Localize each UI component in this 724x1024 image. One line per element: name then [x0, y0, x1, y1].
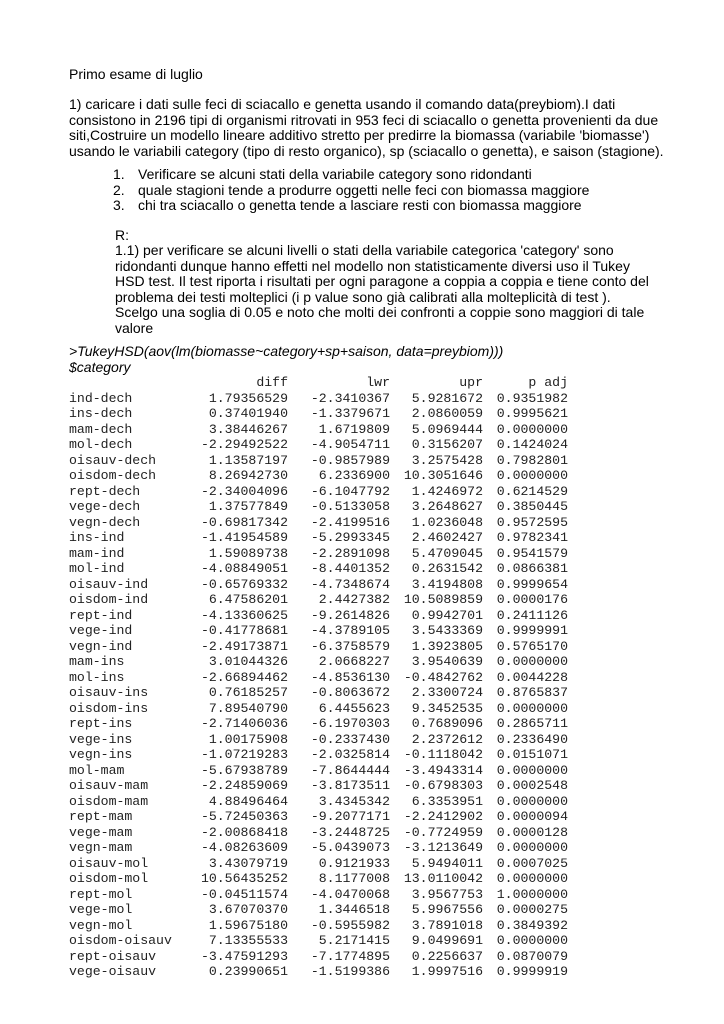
task-item	[113, 167, 673, 183]
table-cell: 0.1424024	[496, 437, 568, 452]
table-row	[69, 654, 568, 670]
table-cell: 3.7891018	[411, 917, 483, 933]
table-cell: 1.0000000	[496, 886, 568, 902]
table-cell: vege-ind	[69, 623, 133, 638]
table-cell: 1.0236048	[411, 514, 483, 530]
table-row	[69, 825, 568, 841]
table-cell: 0.9999991	[496, 623, 568, 638]
column-header: lwr	[366, 375, 390, 390]
table-row	[69, 871, 568, 887]
table-cell: -9.2614826	[310, 607, 390, 623]
table-cell: 0.9351982	[496, 390, 568, 406]
table-cell: mol-ins	[69, 669, 125, 685]
tukey-results-table	[69, 375, 568, 980]
table-cell: vege-mol	[69, 902, 133, 917]
table-cell: rept-mam	[69, 809, 133, 824]
table-cell: 0.0000000	[496, 793, 568, 809]
table-cell: 13.0110042	[403, 871, 483, 886]
table-cell: -4.0470068	[310, 886, 390, 902]
table-cell: 0.7689096	[411, 716, 483, 731]
task-text: chi tra sciacallo o genetta tende a lasciare resti con biomassa maggiore	[138, 197, 582, 213]
table-cell: oisauv-ind	[69, 576, 149, 592]
table-cell: 0.0000275	[496, 902, 568, 917]
table-cell: 3.9567753	[411, 886, 483, 902]
table-cell: 8.26942730	[208, 468, 288, 483]
table-cell: 0.9942701	[411, 607, 483, 623]
r-command-line: >TukeyHSD(aov(lm(biomasse~category+sp+saison, data=preybiom)))	[69, 343, 504, 359]
table-row	[69, 546, 568, 562]
table-cell: 0.0870079	[496, 948, 568, 964]
table-cell: -7.8644444	[310, 762, 390, 778]
table-cell: rept-mol	[69, 886, 133, 902]
table-cell: 6.4455623	[318, 700, 390, 716]
table-row	[69, 964, 568, 980]
table-cell: -2.00868418	[200, 824, 288, 840]
table-cell: 1.59675180	[208, 917, 288, 933]
table-row	[69, 732, 568, 748]
table-cell: 0.3156207	[411, 437, 483, 452]
table-cell: 0.0002548	[496, 778, 568, 793]
table-cell: -3.8173511	[310, 778, 390, 793]
table-cell: 0.0000000	[496, 421, 568, 437]
table-row	[69, 840, 568, 856]
table-cell: 5.9967556	[411, 902, 483, 917]
table-row	[69, 391, 568, 407]
task-item	[113, 198, 673, 214]
table-cell: 0.2256637	[411, 948, 483, 964]
table-cell: -2.24859069	[200, 778, 288, 793]
table-cell: -3.2448725	[310, 824, 390, 840]
task-number: 1.	[113, 166, 125, 182]
table-row	[69, 949, 568, 965]
column-header: upr	[459, 375, 483, 390]
table-cell: oisauv-mol	[69, 855, 149, 871]
table-row	[69, 763, 568, 779]
table-cell: -4.8536130	[310, 669, 390, 685]
table-cell: 0.9541579	[496, 545, 568, 561]
task-item	[113, 183, 673, 199]
table-row	[69, 856, 568, 872]
table-cell: 0.9999654	[496, 576, 568, 592]
table-cell: 1.37577849	[208, 499, 288, 514]
table-cell: 0.0000000	[496, 700, 568, 716]
table-cell: -2.34004096	[200, 483, 288, 499]
table-cell: rept-ins	[69, 716, 133, 731]
table-cell: 0.0866381	[496, 561, 568, 576]
table-cell: 0.0000000	[496, 840, 568, 855]
table-row	[69, 406, 568, 422]
table-cell: 0.0000094	[496, 809, 568, 824]
table-cell: 0.2411126	[496, 607, 568, 623]
table-cell: 0.9121933	[318, 855, 390, 871]
table-cell: -0.04511574	[200, 886, 288, 902]
task-number: 2.	[113, 181, 125, 198]
table-cell: 1.9997516	[411, 964, 483, 979]
table-cell: 5.0969444	[411, 421, 483, 437]
table-header	[69, 375, 568, 391]
table-cell: mam-ind	[69, 545, 125, 561]
table-cell: 3.43079719	[208, 855, 288, 871]
table-cell: rept-dech	[69, 483, 141, 499]
table-cell: 3.5433369	[411, 623, 483, 638]
table-cell: 8.1177008	[318, 871, 390, 886]
table-cell: 1.4246972	[411, 483, 483, 499]
table-cell: -0.1118042	[403, 747, 483, 762]
table-cell: 0.0000128	[496, 824, 568, 840]
table-cell: 10.3051646	[403, 468, 483, 483]
table-cell: 7.13355533	[208, 933, 288, 948]
table-cell: mam-ins	[69, 654, 125, 669]
document-title: Primo esame di luglio	[69, 66, 203, 82]
table-cell: 3.01044326	[208, 654, 288, 669]
table-cell: 3.4194808	[411, 576, 483, 592]
table-cell: rept-ind	[69, 607, 133, 623]
table-cell: 0.0000000	[496, 871, 568, 886]
table-cell: 0.76185257	[208, 685, 288, 700]
table-cell: 4.88496464	[208, 793, 288, 809]
table-cell: 1.13587197	[208, 452, 288, 468]
table-cell: -2.4199516	[310, 514, 390, 530]
task-text: quale stagioni tende a produrre oggetti nelle feci con biomassa maggiore	[138, 181, 590, 198]
table-cell: 0.5765170	[496, 638, 568, 654]
table-cell: -0.69817342	[200, 514, 288, 530]
answer-label: R:	[115, 227, 129, 243]
table-cell: 0.0000000	[496, 654, 568, 669]
table-row	[69, 484, 568, 500]
table-row	[69, 623, 568, 639]
table-cell: oisdom-ind	[69, 592, 149, 607]
table-cell: vege-dech	[69, 499, 141, 514]
table-cell: -4.9054711	[310, 437, 390, 452]
table-cell: -4.08263609	[200, 840, 288, 855]
table-cell: oisauv-mam	[69, 778, 149, 793]
exercise-statement: 1) caricare i dati sulle feci di sciacallo e genetta usando il comando data(preybiom).I dati consistono in 2196 tipi di organismi ritrovati in 953 feci di sciacallo o genetta provenienti da due siti,Costruire un modello lineare additivo stretto per predirre la biomassa (variabile 'biomasse') usando le variabili category (tipo di resto organico), sp (sciacallo o genetta), e saison (stagione).	[69, 96, 664, 159]
table-cell: -1.3379671	[310, 406, 390, 421]
table-cell: 10.56435252	[200, 871, 288, 886]
table-cell: oisauv-ins	[69, 685, 149, 700]
table-cell: 1.59089738	[208, 545, 288, 561]
table-cell: vege-oisauv	[69, 964, 157, 979]
table-cell: -3.1213649	[403, 840, 483, 855]
table-row	[69, 794, 568, 810]
table-cell: -5.2993345	[310, 530, 390, 545]
table-row	[69, 747, 568, 763]
table-row	[69, 887, 568, 903]
table-row	[69, 639, 568, 655]
table-cell: vegn-ind	[69, 638, 133, 654]
table-row	[69, 685, 568, 701]
task-number: 3.	[113, 197, 125, 213]
table-cell: 5.4709045	[411, 545, 483, 561]
table-cell: 9.0499691	[411, 933, 483, 948]
table-cell: -5.72450363	[200, 809, 288, 824]
table-cell: 2.4427382	[318, 592, 390, 607]
table-cell: -0.4842762	[403, 669, 483, 685]
table-cell: vege-ins	[69, 731, 133, 747]
table-row	[69, 670, 568, 686]
table-cell: -2.3410367	[310, 390, 390, 406]
table-cell: -0.6798303	[403, 778, 483, 793]
table-cell: 0.0000000	[496, 933, 568, 948]
table-cell: -5.0439073	[310, 840, 390, 855]
table-cell: 7.89540790	[208, 700, 288, 716]
table-row	[69, 422, 568, 438]
table-cell: 3.67070370	[208, 902, 288, 917]
table-cell: 0.7982801	[496, 452, 568, 468]
table-cell: mam-dech	[69, 421, 133, 437]
table-cell: 0.9999919	[496, 964, 568, 979]
table-cell: 2.3300724	[411, 685, 483, 700]
table-row	[69, 453, 568, 469]
table-cell: 0.2631542	[411, 561, 483, 576]
table-cell: ind-dech	[69, 390, 133, 406]
table-row	[69, 499, 568, 515]
table-cell: -2.2891098	[310, 545, 390, 561]
table-cell: -3.47591293	[200, 948, 288, 964]
table-row	[69, 809, 568, 825]
table-cell: mol-mam	[69, 762, 125, 778]
table-cell: 10.5089859	[403, 592, 483, 607]
table-cell: -6.3758579	[310, 638, 390, 654]
table-cell: 0.8765837	[496, 685, 568, 700]
table-cell: -3.4943314	[403, 762, 483, 778]
table-cell: ins-ind	[69, 530, 125, 545]
table-cell: vegn-dech	[69, 514, 141, 530]
table-row	[69, 902, 568, 918]
answer-paragraph: 1.1) per verificare se alcuni livelli o stati della variabile categorica 'category' sono ridondanti dunque hanno effetti nel modello non statisticamente diversi uso il Tukey HSD test. Il test riporta i risultati per ogni paragone a coppia a coppia e tiene conto del problema dei testi molteplici (i p value sono già calibrati alla molteplicità di test ). Scelgo una soglia di 0.05 e noto che molti dei confronti a coppie sono maggiori di tale valore	[115, 242, 649, 336]
table-cell: -6.1970303	[310, 716, 390, 731]
table-cell: 0.2336490	[496, 731, 568, 747]
table-cell: 5.9281672	[411, 390, 483, 406]
table-cell: -2.71406036	[200, 716, 288, 731]
table-cell: 9.3452535	[411, 700, 483, 716]
table-cell: vege-mam	[69, 824, 133, 840]
table-cell: 3.4345342	[318, 793, 390, 809]
table-cell: vegn-mol	[69, 917, 133, 933]
table-cell: -0.5955982	[310, 917, 390, 933]
table-row	[69, 918, 568, 934]
table-cell: -1.5199386	[310, 964, 390, 979]
table-cell: 0.0000176	[496, 592, 568, 607]
table-cell: -2.0325814	[310, 747, 390, 762]
table-cell: 3.2648627	[411, 499, 483, 514]
table-cell: 3.9540639	[411, 654, 483, 669]
table-cell: -8.4401352	[310, 561, 390, 576]
table-cell: oisdom-oisauv	[69, 933, 172, 948]
table-cell: -0.8063672	[310, 685, 390, 700]
table-row	[69, 437, 568, 453]
table-cell: -0.7724959	[403, 824, 483, 840]
table-cell: -1.07219283	[200, 747, 288, 762]
table-row	[69, 592, 568, 608]
table-cell: 6.47586201	[208, 592, 288, 607]
table-cell: vegn-ins	[69, 747, 133, 762]
table-cell: mol-dech	[69, 437, 133, 452]
table-cell: 2.0860059	[411, 406, 483, 421]
table-cell: -6.1047792	[310, 483, 390, 499]
table-row	[69, 577, 568, 593]
table-cell: 3.2575428	[411, 452, 483, 468]
table-cell: 0.2865711	[496, 716, 568, 731]
table-cell: -0.5133058	[310, 499, 390, 514]
table-cell: oisdom-ins	[69, 700, 149, 716]
table-cell: oisauv-dech	[69, 452, 157, 468]
table-row	[69, 608, 568, 624]
section-label: $category	[69, 358, 131, 375]
column-header: diff	[256, 375, 288, 390]
table-row	[69, 716, 568, 732]
table-cell: -0.65769332	[200, 576, 288, 592]
table-cell: -4.7348674	[310, 576, 390, 592]
table-cell: 0.0000000	[496, 468, 568, 483]
table-cell: -2.2412902	[403, 809, 483, 824]
table-cell: 0.0044228	[496, 669, 568, 685]
column-header: p adj	[528, 375, 568, 390]
table-cell: 0.3850445	[496, 499, 568, 514]
table-cell: -7.1774895	[310, 948, 390, 964]
table-row	[69, 778, 568, 794]
table-cell: 0.0000000	[496, 762, 568, 778]
table-cell: vegn-mam	[69, 840, 133, 855]
table-cell: 1.6719809	[318, 421, 390, 437]
table-cell: 1.3446518	[318, 902, 390, 917]
table-cell: ins-dech	[69, 406, 133, 421]
task-list	[113, 167, 673, 214]
table-cell: 0.0151071	[496, 747, 568, 762]
table-cell: 0.9995621	[496, 406, 568, 421]
table-cell: 6.2336900	[318, 468, 390, 483]
table-row	[69, 701, 568, 717]
column-header	[69, 375, 189, 391]
table-cell: -4.3789105	[310, 623, 390, 638]
table-cell: rept-oisauv	[69, 948, 157, 964]
table-cell: 2.4602427	[411, 530, 483, 545]
table-row	[69, 561, 568, 577]
table-cell: 2.2372612	[411, 731, 483, 747]
table-cell: 1.00175908	[208, 731, 288, 747]
table-cell: 0.0007025	[496, 855, 568, 871]
task-text: Verificare se alcuni stati della variabile category sono ridondanti	[138, 166, 532, 182]
table-cell: 0.6214529	[496, 483, 568, 499]
table-cell: 1.3923805	[411, 638, 483, 654]
table-cell: 0.3849392	[496, 917, 568, 933]
table-row	[69, 468, 568, 484]
table-cell: -0.2337430	[310, 731, 390, 747]
table-row	[69, 933, 568, 949]
table-cell: -0.41778681	[200, 623, 288, 638]
table-cell: 5.9494011	[411, 855, 483, 871]
table-cell: -4.13360625	[200, 607, 288, 623]
table-cell: oisdom-mam	[69, 793, 149, 809]
table-cell: -4.08849051	[200, 561, 288, 576]
table-cell: 3.38446267	[208, 421, 288, 437]
table-cell: -0.9857989	[310, 452, 390, 468]
table-cell: -2.49173871	[200, 638, 288, 654]
table-row	[69, 530, 568, 546]
table-cell: oisdom-dech	[69, 468, 157, 483]
table-cell: -1.41954589	[200, 530, 288, 545]
table-row	[69, 515, 568, 531]
r-command	[69, 344, 503, 375]
table-cell: -2.66894462	[200, 669, 288, 685]
table-cell: -9.2077171	[310, 809, 390, 824]
table-cell: -2.29492522	[200, 437, 288, 452]
table-cell: 0.37401940	[208, 406, 288, 421]
table-cell: oisdom-mol	[69, 871, 149, 886]
table-cell: 0.9572595	[496, 514, 568, 530]
table-cell: 6.3353951	[411, 793, 483, 809]
table-cell: -5.67938789	[200, 762, 288, 778]
table-cell: 5.2171415	[318, 933, 390, 948]
table-cell: 0.9782341	[496, 530, 568, 545]
table-cell: mol-ind	[69, 561, 125, 576]
table-cell: 0.23990651	[208, 964, 288, 979]
table-cell: 1.79356529	[208, 390, 288, 406]
table-cell: 2.0668227	[318, 654, 390, 669]
